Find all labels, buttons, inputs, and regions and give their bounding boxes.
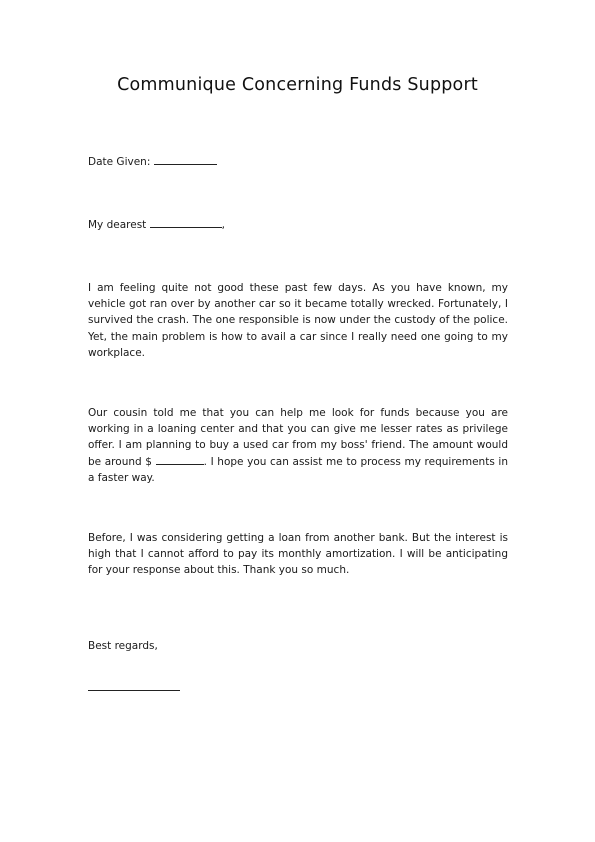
date-blank[interactable] [154,155,217,165]
recipient-blank[interactable] [150,218,222,228]
greeting-text: My dearest [88,219,150,231]
amount-blank[interactable] [156,455,204,465]
paragraph-2-text-a: Our cousin told me that you can help me look for funds because you are working in a loaning center and that you can give me lesser rates as privilege offer. I am planning to buy a used car from my boss' friend. The amount would be around $ [88,407,508,468]
paragraph-1: I am feeling quite not good these past few days. As you have known, my vehicle got ran over by another car so it became totally wrecked. Fortunately, I survived the crash. The one responsible is now under the custody of the police. Yet, the main problem is how to avail a car since I really need one going to my workplace. [88,282,508,359]
closing-line: Best regards, [88,640,158,652]
date-line [88,155,217,168]
greeting-line [88,218,225,231]
date-label: Date Given: [88,156,154,168]
paragraph-3: Before, I was considering getting a loan from another bank. But the interest is high that I cannot afford to pay its monthly amortization. I will be anticipating for your response about this. Thank you so much. [88,532,508,577]
signature-line[interactable] [88,690,180,691]
paragraph-2 [88,405,508,486]
paragraph-2-text-b: . I hope you can assist me to process my requirements in a faster way. [88,455,508,484]
letter-title: Communique Concerning Funds Support [117,75,478,95]
greeting-comma: , [221,219,225,231]
